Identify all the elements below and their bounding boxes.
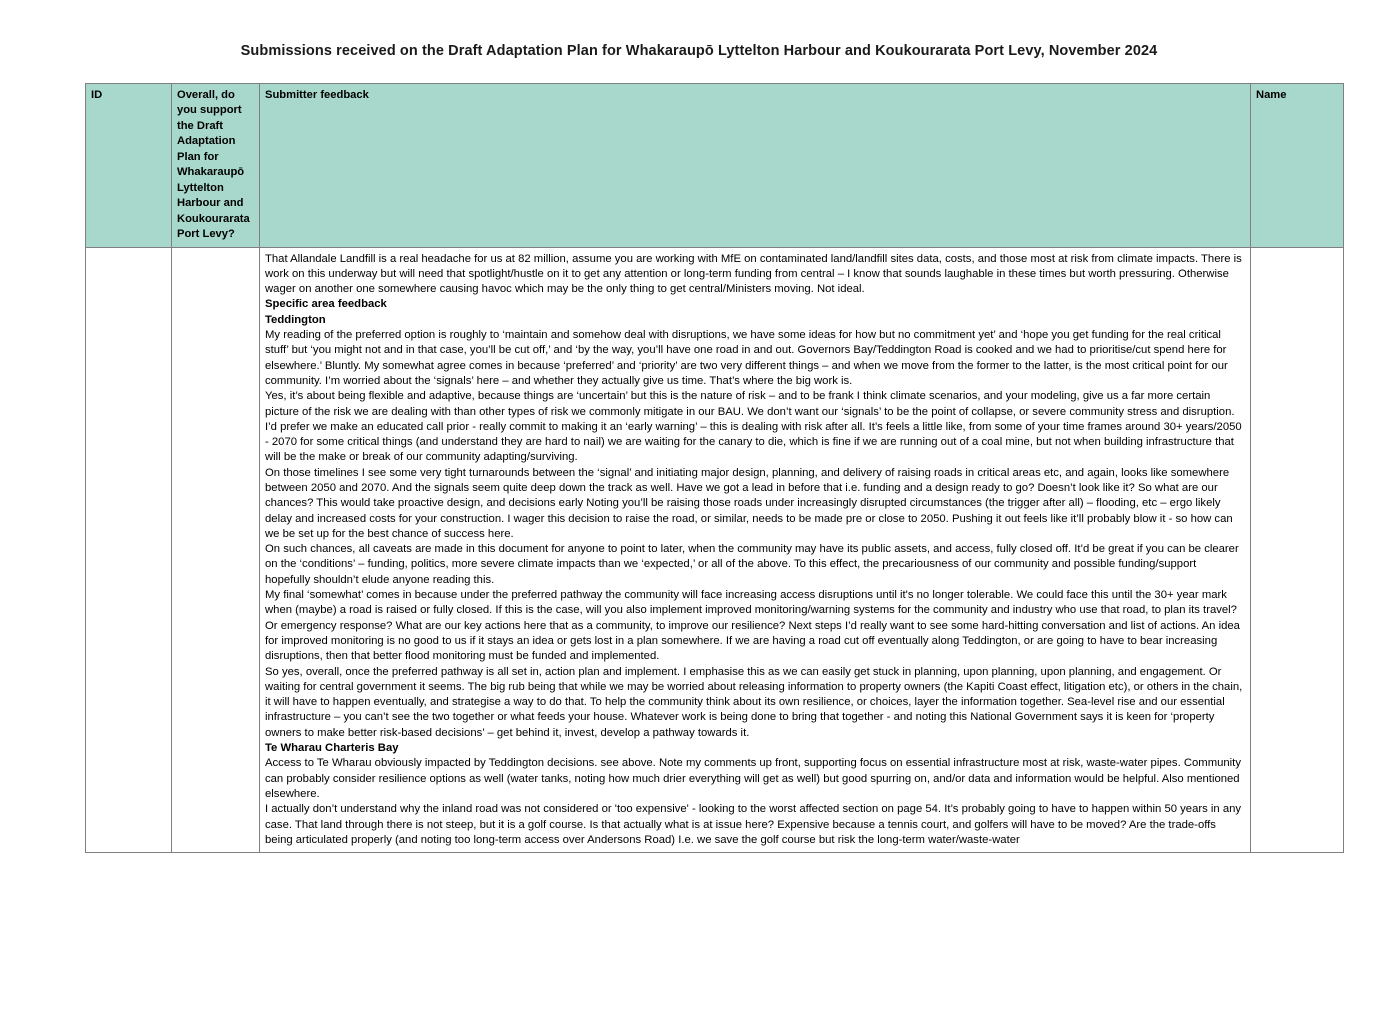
page-title: Submissions received on the Draft Adaptation Plan for Whakaraupō Lyttelton Harbour and Koukourarata Port Levy, November 2024 <box>240 43 1158 59</box>
feedback-paragraph: So yes, overall, once the preferred pathway is all set in, action plan and implement. I emphasise this as we can easily get stuck in planning, upon planning, upon planning, and engagement. Or waiting for central government it seems. The big rub being that while we may be worried about releasing information to property owners (the Kapiti Coast effect, litigation etc), or others in the chain, it will have to happen eventually, and strategise a way to do that. To help the community think about its own resilience, or choices, layer the information together. Sea-level rise and our essential infrastructure – you can’t see the two together or what feeds your house. Whatever work is being done to bring that together - and noting this National Government says it is keen for ‘property owners to make better risk-based decisions’ – get behind it, invest, develop a pathway towards it. <box>265 665 1243 739</box>
feedback-paragraph: Access to Te Wharau obviously impacted by Teddington decisions. see above. Note my comments up front, supporting focus on essential infrastructure most at risk, waste-water pipes. Community can probably consider resilience options as well (water tanks, noting how much drier everything will get as well) but good spurring on, and/or data and information would be helpful. Also mentioned elsewhere. <box>265 757 1241 800</box>
feedback-paragraph: On those timelines I see some very tight turnarounds between the ‘signal’ and initiating major design, planning, and delivery of raising roads in critical areas etc, and again, looks like somewhere between 2050 and 2070. And the signals seem quite deep down the track as well. Have we got a lead in before that i.e. funding and a design ready to go? Doesn’t look like it? So what are our chances? This would take proactive design, and decisions early Noting you’ll be raising those roads under increasingly disrupted circumstances (the trigger after all) – flooding, etc – ergo likely delay and increased costs for your construction. I wager this decision to raise the road, or similar, needs to be made pre or close to 2050. Pushing it out feels like it’ll probably blow it - so how can we be set up for the best chance of success here. <box>265 466 1233 540</box>
feedback-paragraph: Yes, it’s about being flexible and adaptive, because things are ‘uncertain’ but this is the nature of risk – and to be frank I think climate scenarios, and your modeling, give us a far more certain picture of the risk we are dealing with than other types of risk we commonly mitigate in our BAU. We don’t want our ‘signals’ to be the point of collapse, or severe community stress and disruption. I’d prefer we make an educated call prior - really commit to making it an ‘early warning’ – this is dealing with risk after all. It’s feels a little like, from some of your time frames around 30+ years/2050 - 2070 for some critical things (and understand they are hard to nail) we are waiting for the canary to die, which is fine if we are running out of a coal mine, but not when building infrastructure that will be the make or break of our community adapting/surviving. <box>265 390 1242 464</box>
column-header-submitter-feedback: Submitter feedback <box>260 84 1251 248</box>
feedback-heading: Teddington <box>265 313 326 326</box>
submissions-table-wrap <box>85 83 1343 853</box>
cell-submitter-feedback <box>260 247 1251 853</box>
document-page <box>0 43 1398 1032</box>
table-row <box>86 247 1344 853</box>
cell-name <box>1251 247 1344 853</box>
column-header-support: Overall, do you support the Draft Adaptation Plan for Whakaraupō Lyttelton Harbour and Koukourarata Port Levy? <box>172 84 260 248</box>
column-header-id: ID <box>86 84 172 248</box>
column-header-name: Name <box>1251 84 1344 248</box>
cell-id <box>86 247 172 853</box>
table-header-row <box>86 84 1344 248</box>
feedback-paragraph: On such chances, all caveats are made in this document for anyone to point to later, when the community may have its public assets, and access, fully closed off. It’d be great if you can be clearer on the ‘conditions’ – funding, politics, more severe climate impacts than we ‘expected,’ or all of the above. To this effect, the precariousness of our community and possible funding/support hopefully shouldn’t elude anyone reading this. <box>265 543 1239 586</box>
feedback-paragraph: My reading of the preferred option is roughly to ‘maintain and somehow deal with disruptions, we have some ideas for how but no commitment yet’ and ‘hope you get funding for the real critical stuff’ but ‘you might not and in that case, you’ll be cut off,’ and ‘by the way, you’ll have one road in and out. Governors Bay/Teddington Road is cooked and we had to prioritise/cut spend here for elsewhere.’ Bluntly. My somewhat agree comes in because ‘preferred’ and ‘priority’ are two very different things – and when we move from the former to the latter, is the most critical point for our community. I’m worried about the ‘signals’ here – and whether they actually give us time. That’s where the big work is. <box>265 329 1228 387</box>
cell-support <box>172 247 260 853</box>
feedback-heading: Te Wharau Charteris Bay <box>265 742 399 755</box>
feedback-heading: Specific area feedback <box>265 298 387 311</box>
feedback-paragraph: I actually don’t understand why the inland road was not considered or 'too expensive' - looking to the worst affected section on page 54. It’s probably going to have to happen within 50 years in any case. That land through there is not steep, but it is a golf course. Is that actually what is at issue here? Expensive because a tennis court, and golfers will have to be moved? Are the trade-offs being articulated properly (and noting too long-term access over Andersons Road) I.e. we save the golf course but risk the long-term water/waste-water <box>265 803 1242 846</box>
feedback-paragraph: My final ‘somewhat’ comes in because under the preferred pathway the community will face increasing access disruptions until it's no longer tolerable. We could face this until the 30+ year mark when (maybe) a road is raised or fully closed. If this is the case, will you also implement improved monitoring/warning systems for the community and industry who use that road, to plan its travel? Or emergency response? What are our key actions here that as a community, to improve our resilience? Next steps I’d really want to see some hard-hitting conversation and list of actions. An idea for improved monitoring is no good to us if it stays an idea or gets lost in a plan somewhere. If we are having a road cut off eventually along Teddington, or are going to have to bear increasing disruptions, then that better flood monitoring must be funded and implemented. <box>265 589 1240 663</box>
submissions-table <box>85 83 1344 853</box>
feedback-paragraph: That Allandale Landfill is a real headache for us at 82 million, assume you are working with MfE on contaminated land/landfill sites data, costs, and those most at risk from climate impacts. There is work on this underway but will need that spotlight/hustle on it to get any attention or long-term funding from central – I know that sounds laughable in these times but worth pressuring. Otherwise wager on another one somewhere causing havoc which may be the only thing to get central/Ministers moving. Not ideal. <box>265 252 1242 296</box>
